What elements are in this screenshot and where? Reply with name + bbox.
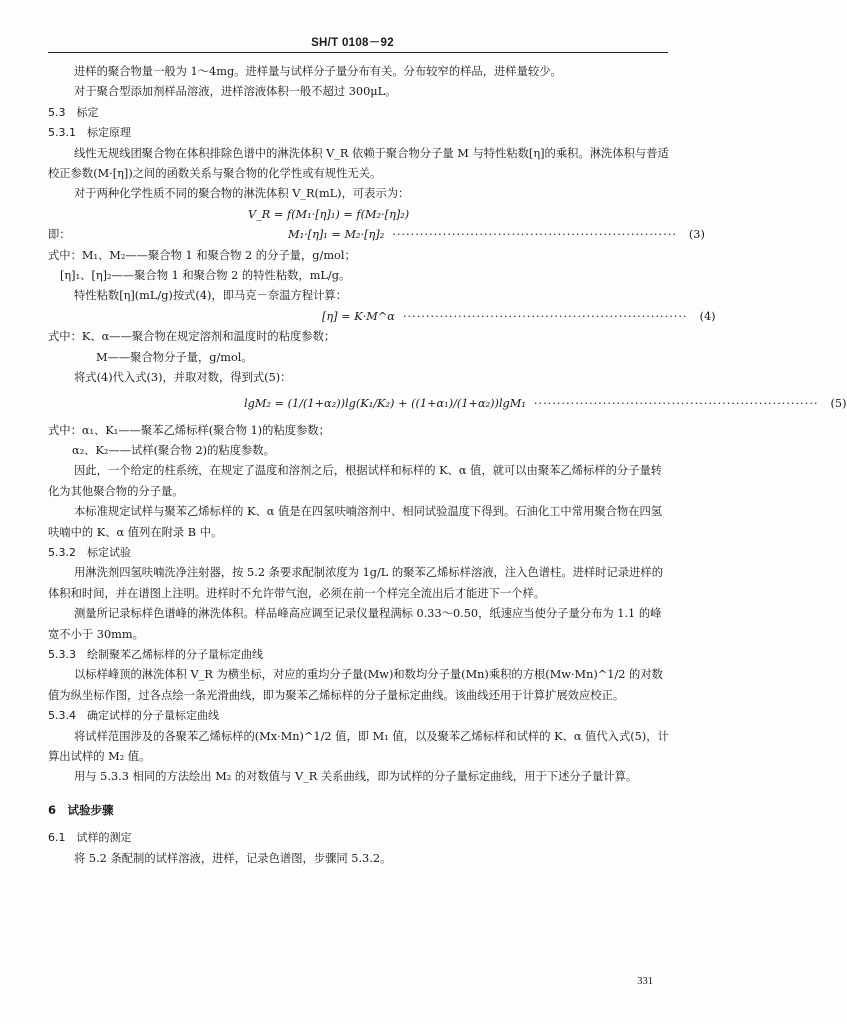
section-heading: 5.3.1 标定原理 (48, 126, 131, 140)
document-body (48, 62, 847, 869)
equation (48, 389, 847, 421)
definition-line: 式中：α₁、K₁——聚苯乙烯标样(聚合物 1)的粘度参数； (48, 423, 330, 437)
paragraph: 对于聚合型添加剂样品溶液，进样溶液体积一般不超过 300μL。 (74, 85, 397, 99)
section-heading: 5.3.3 绘制聚苯乙烯标样的分子量标定曲线 (48, 647, 263, 661)
paragraph: 以标样峰顶的淋洗体积 V_R 为横坐标，对应的重均分子量(Mw)和数均分子量(Mn)乘积的方根(Mw·Mn)^1/2 的对数值为纵坐标作图，过各点绘一条光滑曲线，即为聚苯乙烯标样的分子量标定曲线。该曲线还用于计算扩展效应校正。 (48, 668, 663, 702)
section-heading: 5.3 标定 (48, 105, 99, 119)
equation-number: (5) (830, 397, 847, 411)
equation-expression: lgM₂ = (1/(1+α₂))lg(K₁/K₂) + ((1+α₁)/(1+α₂))lgM₁ (244, 397, 526, 411)
paragraph: 进样的聚合物量一般为 1～4mg。进样量与试样分子量分布有关。分布较窄的样品，进样量较少。 (74, 65, 562, 78)
paragraph: 用淋洗剂四氢呋喃洗净注射器，按 5.2 条要求配制浓度为 1g/L 的聚苯乙烯标样溶液，注入色谱柱。进样时记录进样的体积和时间，并在谱图上注明。进样时不允许带气泡，必须在前一个样完全流出后才能进下一个样。 (48, 566, 664, 600)
paragraph: 因此，一个给定的柱系统，在规定了温度和溶剂之后，根据试样和标样的 K、α 值，就可以由聚苯乙烯标样的分子量转化为其他聚合物的分子量。 (48, 464, 663, 498)
section-heading: 5.3.4 确定试样的分子量标定曲线 (48, 709, 219, 723)
leader-dots: ······························································ (533, 397, 819, 411)
paragraph: 测量所记录标样色谱峰的淋洗体积。样品峰高应调至记录仪量程满标 0.33～0.50，纸速应当使分子量分布为 1.1 的峰宽不小于 30mm。 (48, 607, 662, 641)
leader-dots: ······························································ (392, 228, 677, 242)
equation-number: (4) (699, 309, 716, 323)
definition-line: M——聚合物分子量，g/mol。 (96, 350, 253, 364)
header-rule (48, 52, 668, 53)
leader-dots: ······························································ (402, 309, 688, 323)
paragraph: 将试样范围涉及的各聚苯乙烯标样的(Mx·Mn)^1/2 值，即 M₁ 值，以及聚苯乙烯标样和试样的 K、α 值代入式(5)，计算出试样的 M₂ 值。 (48, 729, 669, 763)
page-number: 331 (637, 976, 653, 987)
paragraph: 将式(4)代入式(3)，并取对数，得到式(5)： (74, 371, 292, 385)
paragraph: 将 5.2 条配制的试样溶液，进样，记录色谱图，步骤同 5.3.2。 (74, 851, 392, 865)
equation-expression: [η] = K·M^α (322, 309, 395, 323)
standard-code-header: SH/T 0108－92 (311, 37, 394, 49)
section-heading: 6.1 试样的测定 (48, 831, 132, 845)
chapter-heading: 6 试验步骤 (48, 802, 114, 817)
paragraph: 用与 5.3.3 相同的方法绘出 M₂ 的对数值与 V_R 关系曲线，即为试样的分子量标定曲线，用于下述分子量计算。 (74, 770, 638, 784)
definition-line: [η]₁、[η]₂——聚合物 1 和聚合物 2 的特性粘数，mL/g。 (60, 269, 351, 283)
paragraph: 对于两种化学性质不同的聚合物的淋洗体积 V_R(mL)，可表示为： (74, 187, 410, 201)
equation (48, 307, 716, 327)
paragraph: 特性粘数[η](mL/g)按式(4)，即马克－奈温方程计算： (74, 289, 347, 303)
paragraph: 本标准规定试样与聚苯乙烯标样的 K、α 值是在四氢呋喃溶剂中、相同试验温度下得到。石油化工中常用聚合物在四氢呋喃中的 K、α 值列在附录 B 中。 (48, 505, 663, 539)
equation (48, 225, 705, 245)
definition-line: α₂、K₂——试样(聚合物 2)的粘度参数。 (72, 443, 275, 457)
equation-lead: 即： (48, 228, 71, 242)
definition-line: 式中：M₁、M₂——聚合物 1 和聚合物 2 的分子量，g/mol； (48, 248, 356, 262)
equation-expression: V_R = f(M₁·[η]₁) = f(M₂·[η]₂) (248, 207, 410, 221)
paragraph: 线性无规线团聚合物在体积排除色谱中的淋洗体积 V_R 依赖于聚合物分子量 M 与特性粘数[η]的乘积。淋洗体积与普适校正参数(M·[η])之间的函数关系与聚合物的化学性或有规性无关。 (48, 146, 669, 181)
equation-number: (3) (688, 228, 705, 242)
equation (48, 205, 670, 225)
definition-line: 式中：K、α——聚合物在规定溶剂和温度时的粘度参数； (48, 330, 336, 344)
section-heading: 5.3.2 标定试验 (48, 545, 131, 559)
equation-expression: M₁·[η]₁ = M₂·[η]₂ (288, 228, 385, 242)
